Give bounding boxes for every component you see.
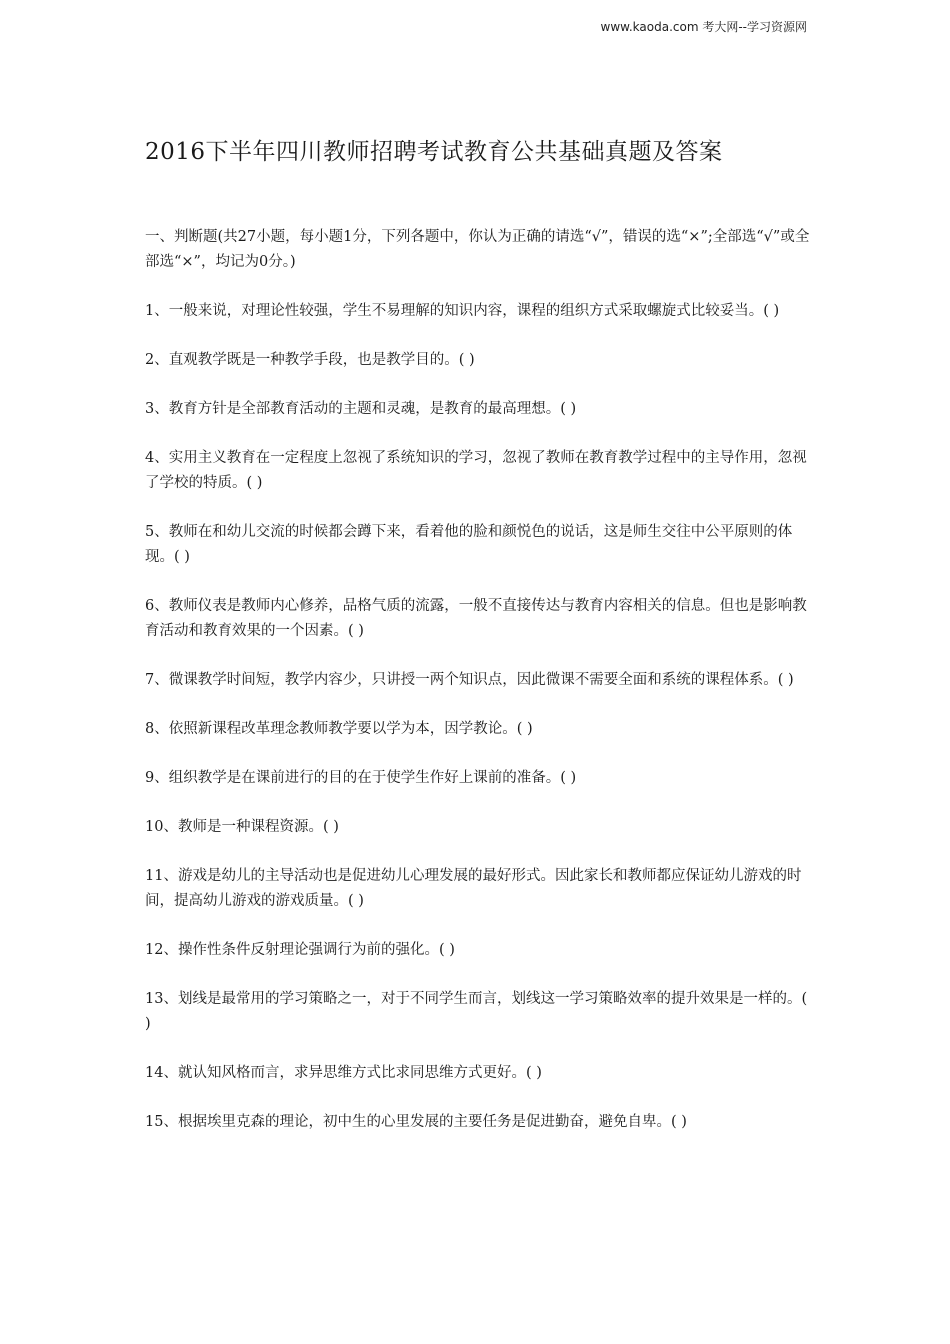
section-intro: 一、判断题(共27小题，每小题1分，下列各题中，你认为正确的请选“√”，错误的选“×”;全部选“√”或全部选“×”，均记为0分。) — [145, 229, 810, 270]
question-item: 9、组织教学是在课前进行的目的在于使学生作好上课前的准备。( ) — [145, 770, 577, 786]
question-item: 13、划线是最常用的学习策略之一，对于不同学生而言，划线这一学习策略效率的提升效果是一样的。( ) — [145, 991, 808, 1032]
question-item: 8、依照新课程改革理念教师教学要以学为本，因学教论。( ) — [145, 721, 533, 737]
question-item: 10、教师是一种课程资源。( ) — [145, 819, 339, 835]
page-header-site: www.kaoda.com 考大网--学习资源网 — [600, 20, 807, 34]
question-item: 1、一般来说，对理论性较强，学生不易理解的知识内容，课程的组织方式采取螺旋式比较妥当。( ) — [145, 303, 780, 319]
question-item: 11、游戏是幼儿的主导活动也是促进幼儿心理发展的最好形式。因此家长和教师都应保证幼儿游戏的时间，提高幼儿游戏的游戏质量。( ) — [145, 868, 802, 909]
question-item: 6、教师仪表是教师内心修养，品格气质的流露，一般不直接传达与教育内容相关的信息。但也是影响教育活动和教育效果的一个因素。( ) — [145, 598, 807, 639]
question-item: 12、操作性条件反射理论强调行为前的强化。( ) — [145, 942, 455, 958]
document-title: 2016下半年四川教师招聘考试教育公共基础真题及答案 — [145, 139, 723, 165]
question-item: 7、微课教学时间短，教学内容少，只讲授一两个知识点，因此微课不需要全面和系统的课程体系。( ) — [145, 672, 794, 688]
question-item: 15、根据埃里克森的理论，初中生的心里发展的主要任务是促进勤奋，避免自卑。( ) — [145, 1114, 687, 1130]
question-item: 5、教师在和幼儿交流的时候都会蹲下来，看着他的脸和颜悦色的说话，这是师生交往中公平原则的体现。( ) — [145, 524, 793, 565]
question-item: 3、教育方针是全部教育活动的主题和灵魂，是教育的最高理想。( ) — [145, 401, 577, 417]
question-item: 14、就认知风格而言，求异思维方式比求同思维方式更好。( ) — [145, 1065, 542, 1081]
question-item: 2、直观教学既是一种教学手段，也是教学目的。( ) — [145, 352, 475, 368]
question-item: 4、实用主义教育在一定程度上忽视了系统知识的学习，忽视了教师在教育教学过程中的主导作用，忽视了学校的特质。( ) — [145, 450, 807, 491]
document-body — [145, 225, 810, 1159]
